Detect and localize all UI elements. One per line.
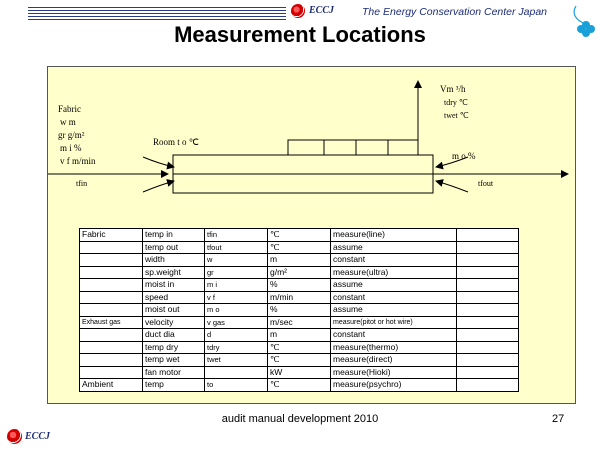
table-cell: assume bbox=[331, 241, 457, 254]
table-cell: v f bbox=[205, 291, 268, 304]
table-cell: twet bbox=[205, 354, 268, 367]
fabric-moist-label: m i % bbox=[60, 143, 82, 153]
table-cell: speed bbox=[143, 291, 205, 304]
table-cell bbox=[80, 341, 143, 354]
table-cell bbox=[457, 329, 519, 342]
table-cell: measure(line) bbox=[331, 229, 457, 242]
exhaust-tdry-label: tdry ℃ bbox=[444, 98, 468, 107]
table-cell: measure(psychro) bbox=[331, 379, 457, 392]
table-cell: tfin bbox=[205, 229, 268, 242]
table-cell bbox=[457, 366, 519, 379]
table-cell: ℃ bbox=[268, 229, 331, 242]
table-cell bbox=[205, 366, 268, 379]
table-cell bbox=[457, 304, 519, 317]
table-cell: temp bbox=[143, 379, 205, 392]
table-cell: kW bbox=[268, 366, 331, 379]
table-row bbox=[80, 354, 519, 367]
table-cell: temp wet bbox=[143, 354, 205, 367]
table-cell: m bbox=[268, 329, 331, 342]
table-cell: ℃ bbox=[268, 241, 331, 254]
table-cell bbox=[80, 366, 143, 379]
table-cell: v gas bbox=[205, 316, 268, 329]
table-cell: % bbox=[268, 279, 331, 292]
tfout-label: tfout bbox=[478, 179, 494, 188]
exhaust-volume-label: Vm ³/h bbox=[440, 84, 466, 94]
header-eccj: ECCJ bbox=[309, 5, 335, 16]
table-cell bbox=[80, 241, 143, 254]
moist-out-label: m o % bbox=[452, 151, 476, 161]
table-cell: sp.weight bbox=[143, 266, 205, 279]
table-row bbox=[80, 329, 519, 342]
fabric-weight-label: gr g/m² bbox=[58, 130, 85, 140]
exhaust-twet-label: twet ℃ bbox=[444, 111, 469, 120]
fabric-speed-label: v f m/min bbox=[60, 156, 96, 166]
room-temp-label: Room t o ℃ bbox=[153, 137, 199, 147]
page-number: 27 bbox=[552, 413, 565, 425]
table-cell bbox=[457, 354, 519, 367]
table-cell: measure(ultra) bbox=[331, 266, 457, 279]
header-org-name: The Energy Conservation Center Japan bbox=[362, 6, 548, 18]
table-cell: assume bbox=[331, 279, 457, 292]
table-row bbox=[80, 254, 519, 267]
table-cell: constant bbox=[331, 291, 457, 304]
table-cell bbox=[457, 229, 519, 242]
table-cell: to bbox=[205, 379, 268, 392]
table-cell: % bbox=[268, 304, 331, 317]
table-cell bbox=[80, 291, 143, 304]
table-cell: gr bbox=[205, 266, 268, 279]
table-cell: m i bbox=[205, 279, 268, 292]
table-cell bbox=[80, 254, 143, 267]
table-cell: Fabric bbox=[80, 229, 143, 242]
table-cell: constant bbox=[331, 329, 457, 342]
page-title: Measurement Locations bbox=[174, 22, 426, 47]
table-cell: g/m² bbox=[268, 266, 331, 279]
table-row bbox=[80, 229, 519, 242]
table-cell: m/min bbox=[268, 291, 331, 304]
table-row bbox=[80, 366, 519, 379]
table-row bbox=[80, 266, 519, 279]
table-cell bbox=[457, 254, 519, 267]
table-cell: m/sec bbox=[268, 316, 331, 329]
moist-out-arrow bbox=[436, 181, 468, 192]
table-cell bbox=[457, 341, 519, 354]
exhaust-duct bbox=[288, 140, 418, 155]
table-cell: m bbox=[268, 254, 331, 267]
table-cell: fan motor bbox=[143, 366, 205, 379]
table-cell: Ambient bbox=[80, 379, 143, 392]
table-cell: width bbox=[143, 254, 205, 267]
table-cell: measure(thermo) bbox=[331, 341, 457, 354]
table-cell: assume bbox=[331, 304, 457, 317]
table-cell: measure(pitot or hot wire) bbox=[331, 316, 457, 329]
table-cell bbox=[457, 279, 519, 292]
table-cell: temp in bbox=[143, 229, 205, 242]
table-cell: measure(direct) bbox=[331, 354, 457, 367]
table-cell bbox=[457, 379, 519, 392]
table-cell: tdry bbox=[205, 341, 268, 354]
table-cell: ℃ bbox=[268, 341, 331, 354]
table-cell bbox=[457, 266, 519, 279]
table-cell: moist in bbox=[143, 279, 205, 292]
room-air-in-arrow bbox=[143, 157, 174, 167]
table-cell: temp out bbox=[143, 241, 205, 254]
eccj-logo-icon bbox=[291, 4, 305, 18]
table-cell: m o bbox=[205, 304, 268, 317]
fabric-width-label: w m bbox=[60, 117, 76, 127]
table-cell: measure(Hioki) bbox=[331, 366, 457, 379]
header-rule bbox=[28, 7, 286, 21]
table-cell bbox=[457, 316, 519, 329]
table-row bbox=[80, 241, 519, 254]
table-cell: temp dry bbox=[143, 341, 205, 354]
table-cell bbox=[80, 279, 143, 292]
table-cell: moist out bbox=[143, 304, 205, 317]
fabric-label: Fabric bbox=[58, 104, 81, 114]
table-cell: w bbox=[205, 254, 268, 267]
room-air-in-arrow bbox=[143, 181, 174, 192]
footer-text: audit manual development 2010 bbox=[221, 413, 379, 425]
table-cell: duct dia bbox=[143, 329, 205, 342]
table-cell: ℃ bbox=[268, 354, 331, 367]
table-cell: Exhaust gas bbox=[80, 316, 143, 329]
table-cell bbox=[80, 304, 143, 317]
table-cell: tfout bbox=[205, 241, 268, 254]
eccj-logo-icon bbox=[7, 429, 22, 444]
table-row bbox=[80, 291, 519, 304]
table-row bbox=[80, 341, 519, 354]
table-cell bbox=[457, 241, 519, 254]
table-cell bbox=[457, 291, 519, 304]
footer-eccj: ECCJ bbox=[25, 431, 51, 442]
table-cell bbox=[80, 329, 143, 342]
table-row bbox=[80, 316, 519, 329]
table-row bbox=[80, 304, 519, 317]
table-cell: ℃ bbox=[268, 379, 331, 392]
table-cell: d bbox=[205, 329, 268, 342]
measurement-table bbox=[79, 228, 519, 392]
table-row bbox=[80, 279, 519, 292]
table-cell: velocity bbox=[143, 316, 205, 329]
table-cell: constant bbox=[331, 254, 457, 267]
table-cell bbox=[80, 354, 143, 367]
tfin-label: tfin bbox=[76, 179, 88, 188]
table-cell bbox=[80, 266, 143, 279]
table-row bbox=[80, 379, 519, 392]
